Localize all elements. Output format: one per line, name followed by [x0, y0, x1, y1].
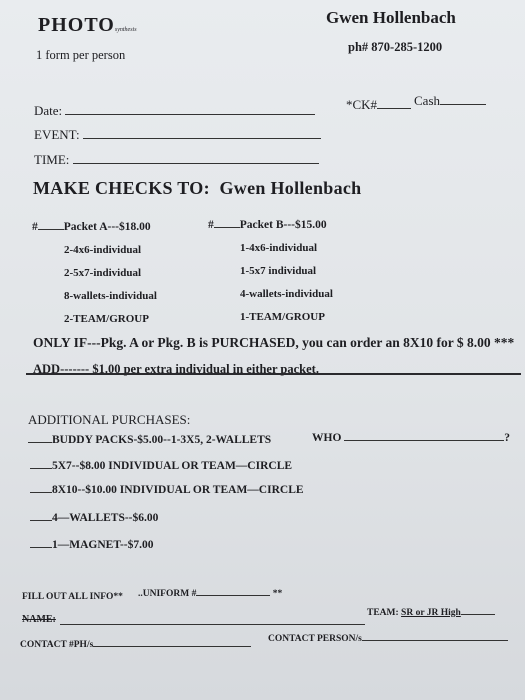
- packet-b-prefix: #: [208, 219, 214, 231]
- packet-b-qty-line: [214, 227, 240, 228]
- make-checks-name: Gwen Hollenbach: [219, 178, 362, 198]
- ck-field[interactable]: [346, 97, 411, 113]
- name-line[interactable]: [60, 612, 365, 625]
- logo-text: PHOTO: [38, 14, 115, 36]
- add-note: ADD------- $1.00 per extra individual in either packet.: [33, 362, 319, 376]
- packet-a-item: 2-5x7-individual: [64, 267, 142, 279]
- contact-person-field[interactable]: [268, 634, 508, 644]
- contact-ph-field[interactable]: [20, 640, 251, 650]
- additional-item[interactable]: [30, 460, 292, 472]
- make-checks-line: [33, 178, 362, 199]
- event-label: EVENT:: [34, 127, 80, 142]
- uniform-field[interactable]: [138, 589, 282, 599]
- packet-b-item: 4-wallets-individual: [240, 288, 333, 300]
- contact-person-line: [362, 640, 508, 641]
- only-if-note: [33, 335, 514, 351]
- who-line: [344, 440, 504, 441]
- only-if-text: ONLY IF---Pkg. A or Pkg. B is PURCHASED, you can order an 8X10 for $ 8.00 ***: [33, 335, 515, 350]
- photographer-phone: ph# 870-285-1200: [348, 40, 443, 54]
- event-line: [83, 138, 321, 139]
- photo-logo: [38, 14, 137, 37]
- team-label: TEAM:: [367, 608, 399, 618]
- packet-a-title-text: Packet A---$18.00: [63, 221, 151, 233]
- cash-label: Cash: [414, 93, 440, 108]
- packet-b-item: 1-TEAM/GROUP: [240, 311, 325, 323]
- qty-line: [30, 547, 52, 548]
- who-label: WHO: [312, 432, 342, 444]
- additional-item-label: 8X10--$10.00 INDIVIDUAL OR TEAM—CIRCLE: [52, 484, 304, 496]
- uniform-line: [196, 595, 270, 596]
- ck-label: *CK#: [346, 97, 378, 112]
- qty-line: [30, 492, 52, 493]
- time-field[interactable]: [34, 152, 319, 168]
- contact-ph-label: CONTACT #PH/s: [20, 640, 94, 650]
- logo-small-text: synthesis: [114, 27, 137, 33]
- team-value: SR or JR High: [401, 608, 461, 618]
- buddy-qty-line: [28, 442, 52, 443]
- packet-a-title[interactable]: [32, 221, 151, 233]
- per-person-note: 1 form per person: [36, 48, 126, 62]
- cash-line: [440, 104, 486, 105]
- team-field[interactable]: [367, 608, 495, 618]
- additional-item[interactable]: [30, 484, 304, 496]
- packet-a-prefix: #: [32, 221, 38, 233]
- packet-b-item: 1-5x7 individual: [240, 265, 317, 277]
- team-line: [461, 614, 495, 615]
- packet-b-title-text: Packet B---$15.00: [239, 219, 327, 231]
- buddy-pack-label: BUDDY PACKS-$5.00--1-3X5, 2-WALLETS: [52, 434, 272, 446]
- name-label: NAME:: [22, 614, 56, 625]
- packet-a-item: 2-4x6-individual: [64, 244, 142, 256]
- buddy-pack-row[interactable]: [28, 434, 271, 446]
- packet-b-item: 1-4x6-individual: [240, 242, 318, 254]
- uniform-stars: **: [272, 589, 283, 599]
- cash-field[interactable]: [414, 93, 486, 109]
- photographer-name: Gwen Hollenbach: [326, 8, 456, 27]
- additional-item[interactable]: [30, 512, 158, 524]
- time-line: [73, 163, 319, 164]
- packet-b-title[interactable]: [208, 219, 327, 231]
- fill-out-note: FILL OUT ALL INFO**: [22, 592, 123, 602]
- date-line: [65, 114, 315, 115]
- contact-person-label: CONTACT PERSON/s: [268, 634, 362, 644]
- who-question: ?: [504, 432, 511, 444]
- packet-a-item: 8-wallets-individual: [64, 290, 157, 302]
- packet-a-qty-line: [38, 229, 64, 230]
- section-divider: [26, 373, 521, 375]
- date-field[interactable]: [34, 103, 315, 119]
- additional-item-label: 5X7--$8.00 INDIVIDUAL OR TEAM—CIRCLE: [52, 460, 293, 472]
- qty-line: [30, 520, 52, 521]
- date-label: Date:: [34, 103, 63, 118]
- event-field[interactable]: [34, 127, 321, 143]
- who-field[interactable]: [312, 432, 510, 444]
- contact-ph-line: [93, 646, 251, 647]
- qty-line: [30, 468, 52, 469]
- packet-a-item: 2-TEAM/GROUP: [64, 313, 149, 325]
- make-checks-label: MAKE CHECKS TO:: [33, 178, 210, 198]
- ck-line: [377, 108, 411, 109]
- uniform-label: ..UNIFORM #: [138, 589, 197, 599]
- additional-item-label: 4—WALLETS--$6.00: [52, 512, 159, 524]
- additional-item-label: 1—MAGNET--$7.00: [52, 539, 154, 551]
- time-label: TIME:: [34, 152, 70, 167]
- additional-item[interactable]: [30, 539, 153, 551]
- additional-title: ADDITIONAL PURCHASES:: [28, 412, 191, 427]
